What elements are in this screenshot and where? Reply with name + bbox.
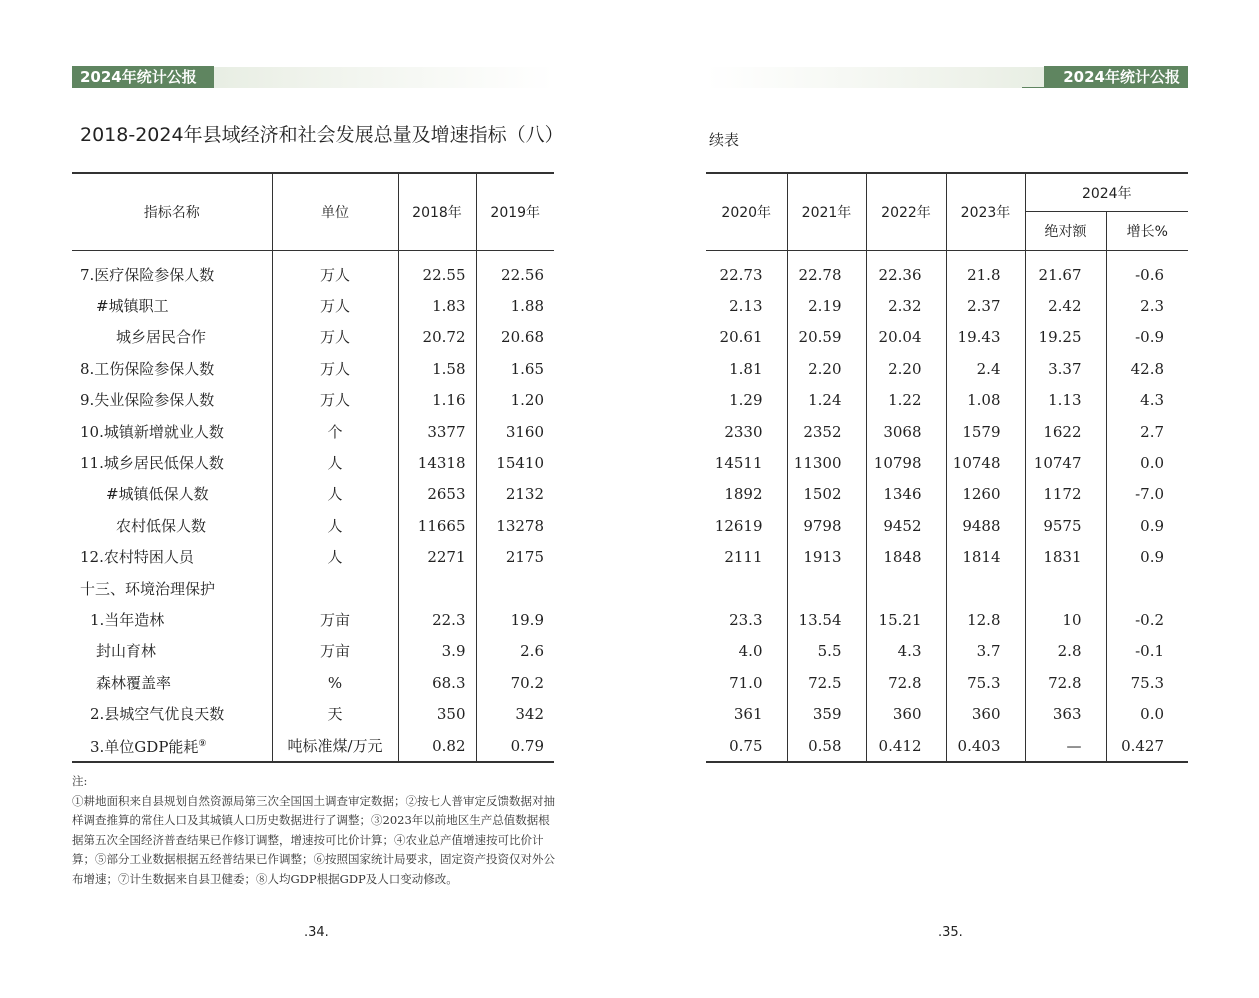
table-row xyxy=(706,573,1188,604)
value-2020: 1892 xyxy=(724,485,763,504)
value-2024-absolute: 2.42 xyxy=(1025,290,1106,321)
value-2022: 3068 xyxy=(866,416,946,447)
table-row xyxy=(72,510,554,541)
right-indicator-table xyxy=(706,172,1188,763)
value-2024-absolute: 363 xyxy=(1025,698,1106,729)
value-2018: 1.16 xyxy=(398,385,476,416)
value-2024-growth: -0.1 xyxy=(1106,636,1188,667)
indicator-name xyxy=(72,353,272,384)
table-row xyxy=(706,251,1188,291)
value-2019: 2.6 xyxy=(476,636,554,667)
table-row xyxy=(706,416,1188,447)
left-table-body xyxy=(72,251,554,763)
value-2018: 14318 xyxy=(398,447,476,478)
indicator-name-text: 9.失业保险参保人数 xyxy=(80,391,215,410)
value-2024-growth: -0.9 xyxy=(1106,322,1188,353)
col-header-unit: 单位 xyxy=(272,173,398,251)
value-2024-absolute: 72.8 xyxy=(1025,667,1106,698)
value-2024-growth: -0.2 xyxy=(1106,604,1188,635)
notes-label: 注: xyxy=(72,774,88,788)
value-2021: 22.78 xyxy=(787,251,866,291)
value-2023: 1814 xyxy=(946,542,1025,573)
table-row xyxy=(706,636,1188,667)
left-indicator-table xyxy=(72,172,554,763)
value-2023: 10748 xyxy=(946,447,1025,478)
indicator-name-text: 11.城乡居民低保人数 xyxy=(80,454,224,473)
unit-cell: 天 xyxy=(272,698,398,729)
value-2023: 9488 xyxy=(946,510,1025,541)
value-2024-growth: 0.9 xyxy=(1106,510,1188,541)
value-2022: 1346 xyxy=(866,479,946,510)
indicator-name xyxy=(72,698,272,729)
value-2019: 15410 xyxy=(476,447,554,478)
indicator-name xyxy=(72,636,272,667)
unit-cell: 万人 xyxy=(272,251,398,291)
table-row xyxy=(706,385,1188,416)
value-2021: 1502 xyxy=(787,479,866,510)
indicator-name-text: 农村低保人数 xyxy=(116,516,207,535)
continued-label: 续表 xyxy=(709,131,740,149)
value-2021: 2352 xyxy=(787,416,866,447)
unit-cell: 人 xyxy=(272,447,398,478)
value-2023: 1579 xyxy=(946,416,1025,447)
value-2024-absolute: 2.8 xyxy=(1025,636,1106,667)
value-2022: 1.22 xyxy=(866,385,946,416)
value-2023: 360 xyxy=(946,698,1025,729)
right-table-body xyxy=(706,251,1188,763)
value-2024-absolute: 21.67 xyxy=(1025,251,1106,291)
right-page-number: .35. xyxy=(938,925,963,940)
indicator-name-text: 2.县城空气优良天数 xyxy=(90,705,225,724)
indicator-name-text: 十三、环境治理保护 xyxy=(80,579,216,598)
value-2022: 0.412 xyxy=(866,730,946,762)
value-2019: 19.9 xyxy=(476,604,554,635)
notes-block xyxy=(72,772,556,890)
value-2019: 2132 xyxy=(476,479,554,510)
col-header-2018: 2018年 xyxy=(398,173,476,251)
value-2019: 3160 xyxy=(476,416,554,447)
indicator-name-text: #城镇职工 xyxy=(96,297,169,316)
value-2020: 14511 xyxy=(714,454,763,473)
value-2019: 1.88 xyxy=(476,290,554,321)
value-2024-absolute xyxy=(1025,573,1106,604)
right-header-tag: 2024年统计公报 xyxy=(1044,66,1188,88)
value-2024-absolute: 1622 xyxy=(1025,416,1106,447)
value-2020: 2.13 xyxy=(729,297,763,316)
unit-cell: 人 xyxy=(272,479,398,510)
table-row xyxy=(72,604,554,635)
indicator-name-text: 1.当年造林 xyxy=(90,610,165,629)
table-row xyxy=(72,353,554,384)
table-row xyxy=(706,730,1188,762)
indicator-name-text: 封山育林 xyxy=(96,642,157,661)
table-row xyxy=(72,636,554,667)
col-header-2022: 2022年 xyxy=(866,173,946,251)
value-2023: 1260 xyxy=(946,479,1025,510)
value-2018: 1.83 xyxy=(398,290,476,321)
value-2020: 2111 xyxy=(724,548,763,567)
value-2018: 3.9 xyxy=(398,636,476,667)
indicator-name-text: 10.城镇新增就业人数 xyxy=(80,422,224,441)
value-2024-absolute: 10747 xyxy=(1025,447,1106,478)
indicator-name xyxy=(72,573,272,604)
value-2023: 1.08 xyxy=(946,385,1025,416)
value-2023: 19.43 xyxy=(946,322,1025,353)
value-2018: 2271 xyxy=(398,542,476,573)
indicator-name xyxy=(72,510,272,541)
value-2018: 20.72 xyxy=(398,322,476,353)
unit-cell: 人 xyxy=(272,510,398,541)
value-2019: 13278 xyxy=(476,510,554,541)
value-2021: 5.5 xyxy=(787,636,866,667)
value-2024-absolute: 1.13 xyxy=(1025,385,1106,416)
value-2022: 20.04 xyxy=(866,322,946,353)
col-header-2024-group: 2024年 xyxy=(1025,173,1188,212)
unit-cell: 个 xyxy=(272,416,398,447)
indicator-name xyxy=(72,416,272,447)
indicator-name xyxy=(72,479,272,510)
value-2024-growth: 2.3 xyxy=(1106,290,1188,321)
value-2022: 10798 xyxy=(866,447,946,478)
indicator-name xyxy=(72,667,272,698)
value-2018: 0.82 xyxy=(398,730,476,762)
value-2022: 22.36 xyxy=(866,251,946,291)
unit-cell: 万人 xyxy=(272,290,398,321)
value-2018: 1.58 xyxy=(398,353,476,384)
value-2020: 2330 xyxy=(724,422,763,441)
value-2019 xyxy=(476,573,554,604)
table-row xyxy=(72,251,554,291)
notes-text: ①耕地面积来自县规划自然资源局第三次全国国土调查审定数据；②按七人普审定反馈数据对抽样调查推算的常住人口及其城镇人口历史数据进行了调整；③2023年以前地区生产总值数据根据第五次全国经济普查结果已作修订调整，增速按可比价计算；④农业总产值增速按可比价计算；⑤部分工业数据根据五经普结果已作调整；⑥按照国家统计局要求，固定资产投资仅对外公布增速；⑦计生数据来自县卫健委；⑧人均GDP根据GDP及人口变动修改。 xyxy=(72,793,555,886)
value-2024-growth: 42.8 xyxy=(1106,353,1188,384)
value-2022: 72.8 xyxy=(866,667,946,698)
value-2023 xyxy=(946,573,1025,604)
value-2021: 72.5 xyxy=(787,667,866,698)
value-2019: 1.20 xyxy=(476,385,554,416)
value-2024-growth: 4.3 xyxy=(1106,385,1188,416)
value-2018: 11665 xyxy=(398,510,476,541)
table-row xyxy=(706,667,1188,698)
page-title: 2018-2024年县域经济和社会发展总量及增速指标（八） xyxy=(80,124,564,146)
value-2018 xyxy=(398,573,476,604)
table-row xyxy=(72,322,554,353)
value-2024-growth: 0.427 xyxy=(1106,730,1188,762)
indicator-name xyxy=(72,385,272,416)
left-header-rule xyxy=(72,87,212,88)
indicator-name xyxy=(72,604,272,635)
value-2022: 15.21 xyxy=(866,604,946,635)
value-2020: 4.0 xyxy=(738,642,763,661)
value-2023: 21.8 xyxy=(946,251,1025,291)
value-2018: 350 xyxy=(398,698,476,729)
value-2024-growth: 0.9 xyxy=(1106,542,1188,573)
value-2019: 342 xyxy=(476,698,554,729)
value-2024-absolute: 9575 xyxy=(1025,510,1106,541)
unit-cell: 吨标准煤/万元 xyxy=(272,730,398,762)
indicator-name xyxy=(72,542,272,573)
value-2024-growth: 0.0 xyxy=(1106,698,1188,729)
col-header-2021: 2021年 xyxy=(787,173,866,251)
table-row xyxy=(72,290,554,321)
table-row xyxy=(706,353,1188,384)
value-2020: 20.61 xyxy=(719,328,763,347)
table-row xyxy=(72,447,554,478)
value-2019: 20.68 xyxy=(476,322,554,353)
indicator-name xyxy=(72,447,272,478)
value-2024-growth: -0.6 xyxy=(1106,251,1188,291)
table-row xyxy=(72,698,554,729)
value-2020: 12619 xyxy=(714,516,763,535)
table-row xyxy=(72,416,554,447)
indicator-name-text: 森林覆盖率 xyxy=(96,673,172,692)
value-2019: 22.56 xyxy=(476,251,554,291)
table-row xyxy=(706,322,1188,353)
table-row xyxy=(706,542,1188,573)
table-row xyxy=(72,573,554,604)
col-header-2023: 2023年 xyxy=(946,173,1025,251)
left-header-tag: 2024年统计公报 xyxy=(72,66,214,88)
value-2020: 22.73 xyxy=(719,265,763,284)
indicator-name-text: 8.工伤保险参保人数 xyxy=(80,359,215,378)
left-page-number: .34. xyxy=(304,925,329,940)
col-header-2020: 2020年 xyxy=(706,173,787,251)
value-2022: 2.20 xyxy=(866,353,946,384)
value-2019: 2175 xyxy=(476,542,554,573)
value-2024-growth: -7.0 xyxy=(1106,479,1188,510)
value-2020: 1.81 xyxy=(729,359,763,378)
indicator-name-text: 7.医疗保险参保人数 xyxy=(80,265,215,284)
unit-cell: 人 xyxy=(272,542,398,573)
value-2022 xyxy=(866,573,946,604)
value-2024-absolute: 10 xyxy=(1025,604,1106,635)
value-2024-absolute: — xyxy=(1025,730,1106,762)
value-2021: 2.19 xyxy=(787,290,866,321)
col-header-indicator: 指标名称 xyxy=(72,173,272,251)
unit-cell xyxy=(272,573,398,604)
indicator-name-text: 城乡居民合作 xyxy=(116,328,207,347)
value-2018: 68.3 xyxy=(398,667,476,698)
value-2018: 3377 xyxy=(398,416,476,447)
value-2022: 360 xyxy=(866,698,946,729)
col-header-2024-growth: 增长% xyxy=(1106,212,1188,251)
value-2023: 3.7 xyxy=(946,636,1025,667)
value-2018: 22.3 xyxy=(398,604,476,635)
unit-cell: % xyxy=(272,667,398,698)
value-2023: 12.8 xyxy=(946,604,1025,635)
table-row xyxy=(706,698,1188,729)
table-row xyxy=(706,510,1188,541)
table-row xyxy=(706,290,1188,321)
value-2021: 1.24 xyxy=(787,385,866,416)
table-row xyxy=(706,447,1188,478)
indicator-name-text: 12.农村特困人员 xyxy=(80,548,194,567)
value-2021: 0.58 xyxy=(787,730,866,762)
value-2020: 1.29 xyxy=(729,391,763,410)
value-2022: 9452 xyxy=(866,510,946,541)
unit-cell: 万亩 xyxy=(272,636,398,667)
value-2021: 9798 xyxy=(787,510,866,541)
value-2021: 2.20 xyxy=(787,353,866,384)
value-2021: 13.54 xyxy=(787,604,866,635)
value-2024-absolute: 1172 xyxy=(1025,479,1106,510)
right-header-rule xyxy=(1022,87,1188,88)
value-2020: 0.75 xyxy=(706,730,787,762)
note-marker: ⑨ xyxy=(198,739,207,750)
value-2020 xyxy=(706,573,787,604)
value-2020: 71.0 xyxy=(729,673,763,692)
value-2023: 75.3 xyxy=(946,667,1025,698)
value-2021: 1913 xyxy=(787,542,866,573)
table-row xyxy=(72,385,554,416)
indicator-name xyxy=(72,730,272,762)
table-row xyxy=(72,730,554,762)
value-2022: 2.32 xyxy=(866,290,946,321)
value-2021 xyxy=(787,573,866,604)
value-2023: 0.403 xyxy=(946,730,1025,762)
col-header-2019: 2019年 xyxy=(476,173,554,251)
value-2024-absolute: 19.25 xyxy=(1025,322,1106,353)
indicator-name-text: 3.单位GDP能耗 xyxy=(90,738,199,757)
value-2020: 23.3 xyxy=(729,610,763,629)
unit-cell: 万人 xyxy=(272,385,398,416)
value-2024-absolute: 1831 xyxy=(1025,542,1106,573)
value-2022: 4.3 xyxy=(866,636,946,667)
value-2024-growth: 75.3 xyxy=(1106,667,1188,698)
value-2024-growth xyxy=(1106,573,1188,604)
value-2020: 361 xyxy=(733,705,763,724)
unit-cell: 万人 xyxy=(272,322,398,353)
indicator-name xyxy=(72,251,272,291)
table-row xyxy=(72,667,554,698)
value-2021: 20.59 xyxy=(787,322,866,353)
value-2024-growth: 2.7 xyxy=(1106,416,1188,447)
table-row xyxy=(72,479,554,510)
value-2019: 70.2 xyxy=(476,667,554,698)
table-row xyxy=(72,542,554,573)
unit-cell: 万人 xyxy=(272,353,398,384)
value-2023: 2.4 xyxy=(946,353,1025,384)
table-row xyxy=(706,479,1188,510)
unit-cell: 万亩 xyxy=(272,604,398,635)
value-2022: 1848 xyxy=(866,542,946,573)
value-2018: 2653 xyxy=(398,479,476,510)
value-2019: 1.65 xyxy=(476,353,554,384)
value-2024-absolute: 3.37 xyxy=(1025,353,1106,384)
value-2024-growth: 0.0 xyxy=(1106,447,1188,478)
indicator-name xyxy=(72,290,272,321)
value-2021: 359 xyxy=(787,698,866,729)
table-row xyxy=(706,604,1188,635)
indicator-name xyxy=(72,322,272,353)
value-2023: 2.37 xyxy=(946,290,1025,321)
value-2019: 0.79 xyxy=(476,730,554,762)
indicator-name-text: #城镇低保人数 xyxy=(106,485,209,504)
value-2018: 22.55 xyxy=(398,251,476,291)
value-2021: 11300 xyxy=(787,447,866,478)
col-header-2024-absolute: 绝对额 xyxy=(1025,212,1106,251)
